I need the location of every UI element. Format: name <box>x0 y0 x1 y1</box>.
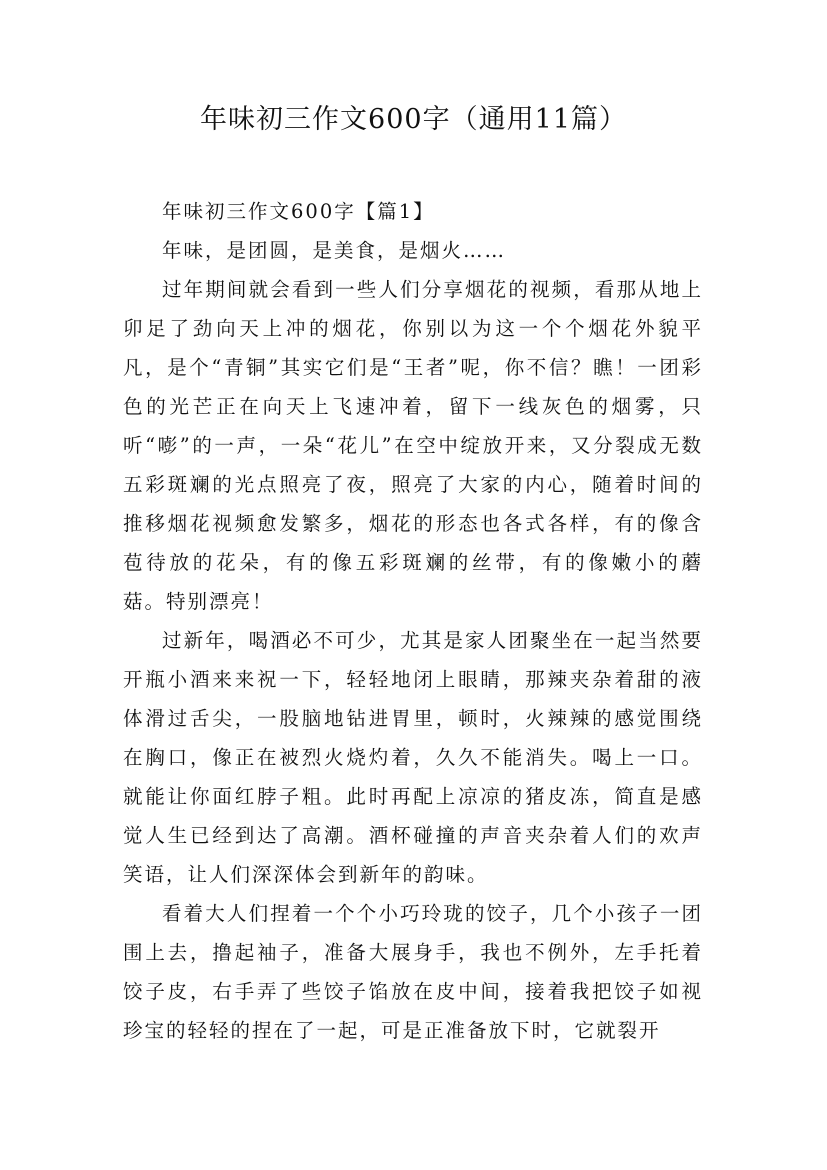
paragraph-dumplings: 看着大人们捏着一个个小巧玲珑的饺子，几个小孩子一团围上去，撸起袖子，准备大展身手，我也不例外，左手托着饺子皮，右手弄了些饺子馅放在皮中间，接着我把饺子如视珍宝的轻轻的捏在了一起，可是正准备放下时，它就裂开 <box>123 902 703 1042</box>
paragraph-intro: 年味，是团圆，是美食，是烟火…… <box>162 239 507 262</box>
document-body <box>123 192 703 1050</box>
document-title: 年味初三作文600字（通用11篇） <box>200 104 627 135</box>
section-heading: 年味初三作文600字【篇1】 <box>162 200 435 223</box>
paragraph-wine: 过新年，喝酒必不可少，尤其是家人团聚坐在一起当然要开瓶小酒来来祝一下，轻轻地闭上眼睛，那辣夹杂着甜的液体滑过舌尖，一股脑地钻进胃里，顿时，火辣辣的感觉围绕在胸口，像正在被烈火烧灼着，久久不能消失。喝上一口。就能让你面红脖子粗。此时再配上凉凉的猪皮冻，简直是感觉人生已经到达了高潮。酒杯碰撞的声音夹杂着人们的欢声笑语，让人们深深体会到新年的韵味。 <box>123 629 703 886</box>
paragraph-fireworks: 过年期间就会看到一些人们分享烟花的视频，看那从地上卯足了劲向天上冲的烟花，你别以为这一个个烟花外貌平凡，是个“青铜”其实它们是“王者”呢，你不信？瞧！一团彩色的光芒正在向天上飞速冲着，留下一线灰色的烟雾，只听“嘭”的一声，一朵“花儿”在空中绽放开来，又分裂成无数五彩斑斓的光点照亮了夜，照亮了大家的内心，随着时间的推移烟花视频愈发繁多，烟花的形态也各式各样，有的像含苞待放的花朵，有的像五彩斑斓的丝带，有的像嫩小的蘑菇。特别漂亮！ <box>123 278 703 613</box>
